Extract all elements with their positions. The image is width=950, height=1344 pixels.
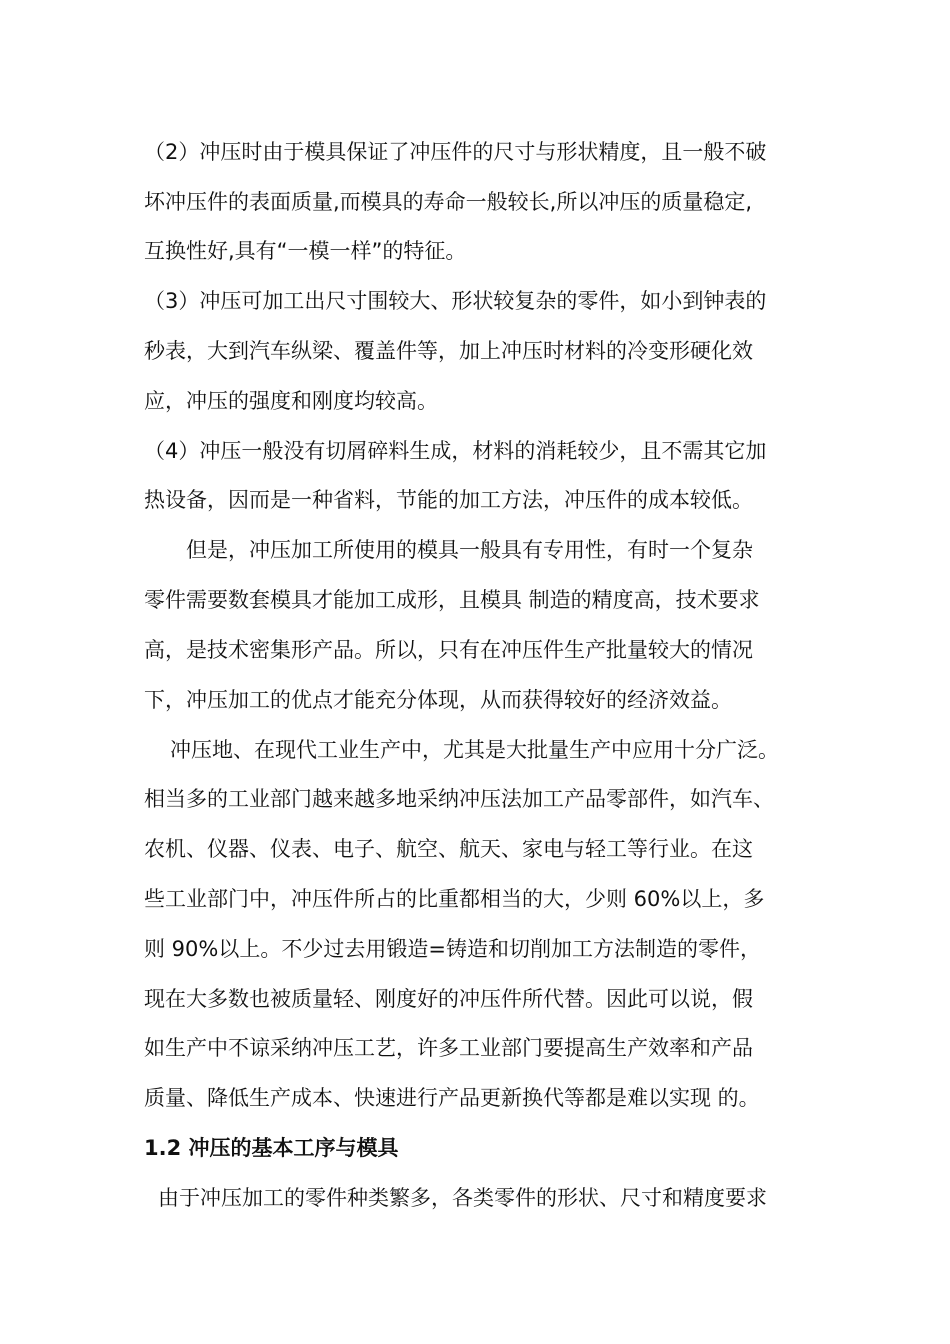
- paragraph-line: 下，冲压加工的优点才能充分体现，从而获得较好的经济效益。: [144, 688, 732, 712]
- paragraph-line: 相当多的工业部门越来越多地采纳冲压法加工产品零部件，如汽车、: [144, 787, 774, 811]
- paragraph-line: 冲压地、在现代工业生产中，尤其是大批量生产中应用十分广泛。: [170, 738, 779, 762]
- paragraph-line: 由于冲压加工的零件种类繁多，各类零件的形状、尺寸和精度要求: [158, 1186, 767, 1210]
- paragraph-line: 现在大多数也被质量轻、刚度好的冲压件所代替。因此可以说，假: [144, 987, 753, 1011]
- paragraph-line: 些工业部门中，冲压件所占的比重都相当的大，少则 60%以上，多: [144, 887, 765, 911]
- paragraph-line: 质量、降低生产成本、快速进行产品更新换代等都是难以实现 的。: [144, 1086, 760, 1110]
- paragraph-line: 应，冲压的强度和刚度均较高。: [144, 389, 438, 413]
- paragraph-line: 高，是技术密集形产品。所以，只有在冲压件生产批量较大的情况: [144, 638, 753, 662]
- paragraph-line: 则 90%以上。不少过去用锻造=铸造和切削加工方法制造的零件，: [144, 937, 761, 961]
- paragraph-line: 秒表，大到汽车纵梁、覆盖件等，加上冲压时材料的冷变形硬化效: [144, 339, 753, 363]
- paragraph-line: 热设备，因而是一种省料，节能的加工方法，冲压件的成本较低。: [144, 488, 753, 512]
- paragraph-line: （2）冲压时由于模具保证了冲压件的尺寸与形状精度，且一般不破: [144, 140, 767, 164]
- paragraph-line: 但是，冲压加工所使用的模具一般具有专用性，有时一个复杂: [186, 538, 753, 562]
- section-heading: 1.2 冲压的基本工序与模具: [144, 1136, 399, 1160]
- paragraph-line: （3）冲压可加工出尺寸围较大、形状较复杂的零件，如小到钟表的: [144, 289, 767, 313]
- paragraph-line: （4）冲压一般没有切屑碎料生成，材料的消耗较少，且不需其它加: [144, 439, 767, 463]
- paragraph-line: 如生产中不谅采纳冲压工艺，许多工业部门要提高生产效率和产品: [144, 1036, 753, 1060]
- paragraph-line: 互换性好,具有“一模一样”的特征。: [144, 239, 467, 263]
- paragraph-line: 坏冲压件的表面质量,而模具的寿命一般较长,所以冲压的质量稳定,: [144, 190, 753, 214]
- paragraph-line: 零件需要数套模具才能加工成形，且模具 制造的精度高，技术要求: [144, 588, 760, 612]
- paragraph-line: 农机、仪器、仪表、电子、航空、航天、家电与轻工等行业。在这: [144, 837, 753, 861]
